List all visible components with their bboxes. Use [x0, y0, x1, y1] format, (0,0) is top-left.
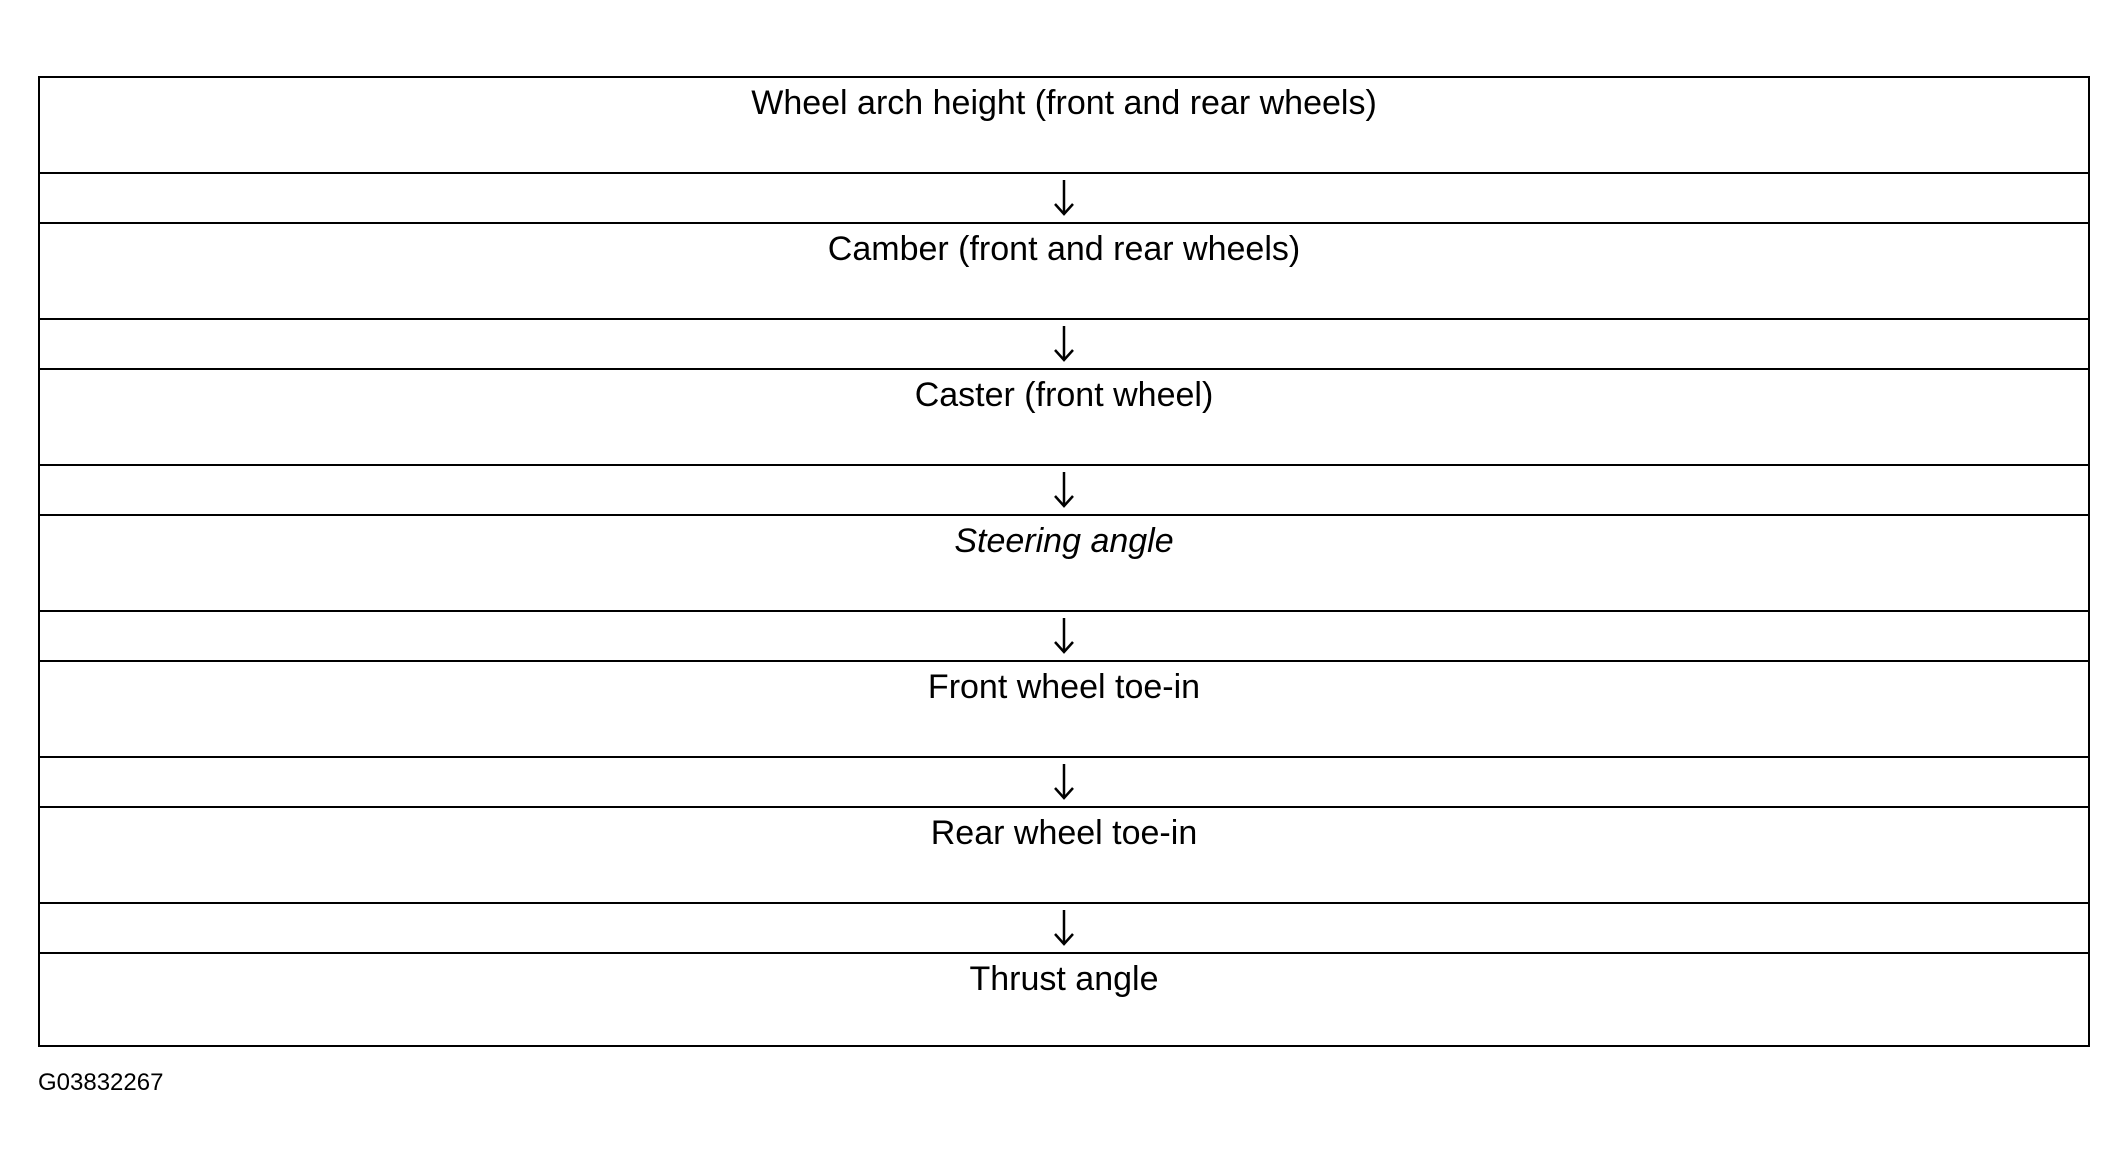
down-arrow-icon [1050, 761, 1078, 801]
arrow-row [40, 318, 2088, 370]
arrow-row [40, 610, 2088, 662]
down-arrow-icon [1050, 615, 1078, 655]
down-arrow-icon [1050, 907, 1078, 947]
step-front-wheel-toe-in [40, 662, 2088, 756]
step-label: Camber (front and rear wheels) [827, 230, 1301, 268]
step-label: Wheel arch height (front and rear wheels) [751, 84, 1377, 122]
step-thrust-angle [40, 954, 2088, 1048]
down-arrow-icon [1050, 469, 1078, 509]
step-rear-wheel-toe-in [40, 808, 2088, 902]
step-label: Caster (front wheel) [914, 376, 1214, 414]
arrow-row [40, 172, 2088, 224]
down-arrow-icon [1050, 177, 1078, 217]
step-wheel-arch-height [40, 78, 2088, 172]
step-label: Thrust angle [969, 960, 1159, 998]
figure-code: G03832267 [38, 1069, 164, 1096]
step-label: Rear wheel toe-in [930, 814, 1198, 852]
step-caster [40, 370, 2088, 464]
step-label: Steering angle [954, 522, 1174, 560]
arrow-row [40, 902, 2088, 954]
arrow-row [40, 756, 2088, 808]
alignment-sequence-diagram [38, 76, 2090, 1047]
step-steering-angle [40, 516, 2088, 610]
step-camber [40, 224, 2088, 318]
step-label: Front wheel toe-in [927, 668, 1201, 706]
down-arrow-icon [1050, 323, 1078, 363]
arrow-row [40, 464, 2088, 516]
